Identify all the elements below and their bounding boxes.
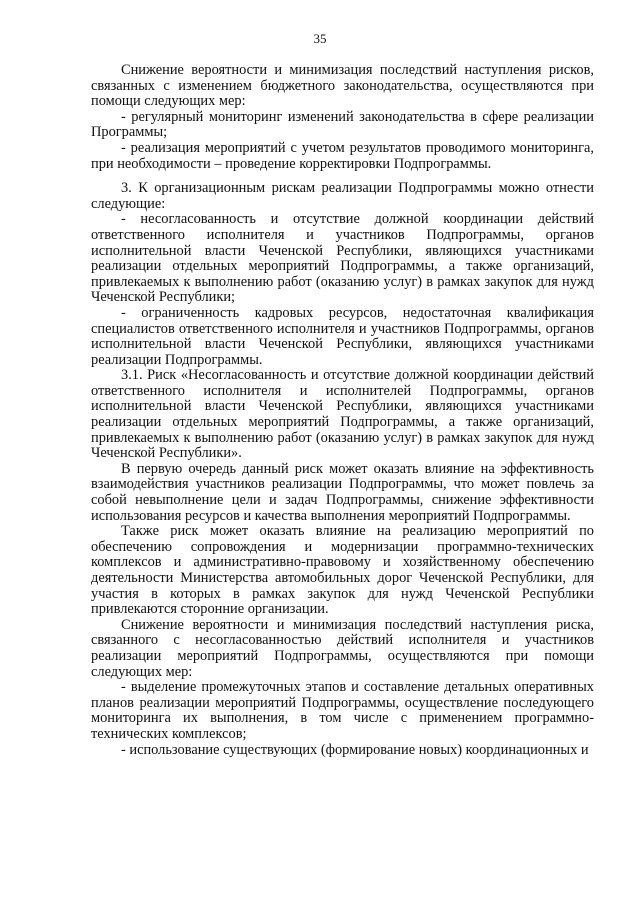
list-item-intermediate-stages: - выделение промежуточных этапов и составление детальных оперативных планов реализации мероприятий Подпрограммы, осуществление последующего мониторинга их выполнения, в том числе с применением программно-технических комплексов; <box>91 679 594 742</box>
paragraph-additional-impact: Также риск может оказать влияние на реализацию мероприятий по обеспечению сопровождения и модернизации программно-технических комплексов и административно-правовому и хозяйственному обеспечению деятельности Министерства автомобильных дорог Чеченской Республики, для участия в которых в рамках закупок для нужд Чеченской Республики привлекаются сторонние организации. <box>91 523 594 618</box>
paragraph-organizational-risks: 3. К организационным рискам реализации Подпрограммы можно отнести следующие: <box>91 180 594 212</box>
paragraph-mitigation-measures: Снижение вероятности и минимизация последствий наступления риска, связанного с несогласованностью действий исполнителя и участников реализации мероприятий Подпрограммы, осуществляются при помощи следующих мер: <box>91 616 594 680</box>
list-item-limited-staff: - ограниченность кадровых ресурсов, недостаточная квалификация специалистов ответственного исполнителя и участников Подпрограммы, органов исполнительной власти Чеченской Республики, являющихся участниками реализации Подпрограммы. <box>91 304 594 368</box>
list-item-coordination: - использование существующих (формирование новых) координационных и <box>121 741 589 758</box>
paragraph-risk-3-1: 3.1. Риск «Несогласованность и отсутствие должной координации действий ответственного исполнителя и исполнителей Подпрограммы, органов исполнительной власти Чеченской Республики, являющихся участниками реализации отдельных мероприятий Подпрограммы, а также организаций, привлекаемых к выполнению работ (оказанию услуг) в рамках закупок для нужд Чеченской Республики». <box>91 367 594 462</box>
page-number: 35 <box>313 31 327 46</box>
list-item-monitoring: - регулярный мониторинг изменений законодательства в сфере реализации Программы; <box>91 108 594 141</box>
list-item-inconsistency: - несогласованность и отсутствие должной координации действий ответственного исполнителя и участников Подпрограммы, органов исполнительной власти Чеченской Республики, являющихся участниками реализации отдельных мероприятий Подпрограммы, а также организаций, привлекаемых к выполнению работ (оказанию услуг) в рамках закупок для нужд Чеченской Республики; <box>91 211 594 306</box>
document-body <box>91 63 594 758</box>
list-item-implementation: - реализация мероприятий с учетом результатов проводимого мониторинга, при необходимости – проведение корректировки Подпрограммы. <box>91 139 594 172</box>
paragraph-risk-mitigation-intro: Снижение вероятности и минимизация последствий наступления рисков, связанных с изменением бюджетного законодательства, осуществляются при помощи следующих мер: <box>91 62 594 110</box>
paragraph-first-impact: В первую очередь данный риск может оказать влияние на эффективность взаимодействия участников реализации Подпрограммы, что может повлечь за собой невыполнение цели и задач Подпрограммы, снижение эффективности использования ресурсов и качества выполнения мероприятий Подпрограммы. <box>91 460 594 524</box>
